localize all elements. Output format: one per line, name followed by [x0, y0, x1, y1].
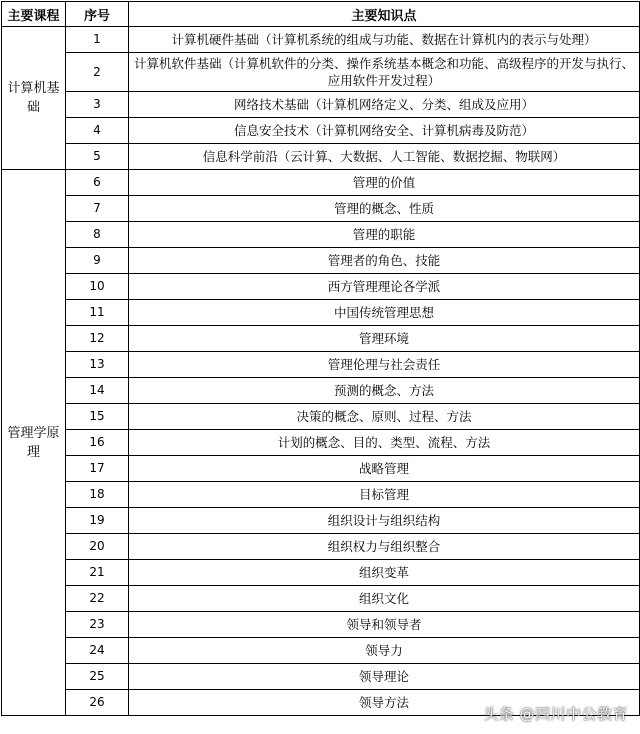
table-row: [2, 248, 640, 274]
row-number: 25: [66, 664, 129, 690]
row-number: 4: [66, 118, 129, 144]
table-body: [2, 27, 640, 716]
knowledge-point: 领导力: [129, 638, 640, 664]
header-number: 序号: [66, 2, 129, 27]
table-row: [2, 118, 640, 144]
knowledge-point: 信息安全技术（计算机网络安全、计算机病毒及防范）: [129, 118, 640, 144]
knowledge-point: 领导理论: [129, 664, 640, 690]
table-row: [2, 352, 640, 378]
row-number: 10: [66, 274, 129, 300]
row-number: 13: [66, 352, 129, 378]
course-cell-computer-basics: 计算机基础: [2, 27, 66, 170]
row-number: 23: [66, 612, 129, 638]
knowledge-point: 决策的概念、原则、过程、方法: [129, 404, 640, 430]
header-course: 主要课程: [2, 2, 66, 27]
row-number: 17: [66, 456, 129, 482]
row-number: 5: [66, 144, 129, 170]
knowledge-point: 计划的概念、目的、类型、流程、方法: [129, 430, 640, 456]
row-number: 9: [66, 248, 129, 274]
knowledge-point: 组织权力与组织整合: [129, 534, 640, 560]
row-number: 12: [66, 326, 129, 352]
table-row: [2, 586, 640, 612]
table-row: [2, 222, 640, 248]
table-row: [2, 27, 640, 53]
table-row: [2, 404, 640, 430]
table-row: [2, 638, 640, 664]
row-number: 8: [66, 222, 129, 248]
knowledge-point: 组织文化: [129, 586, 640, 612]
row-number: 19: [66, 508, 129, 534]
table-row: [2, 274, 640, 300]
table-row: [2, 92, 640, 118]
row-number: 7: [66, 196, 129, 222]
course-cell-management-principles: 管理学原理: [2, 170, 66, 716]
row-number: 2: [66, 53, 129, 92]
row-number: 16: [66, 430, 129, 456]
source-watermark: 头条 @四川中公教育: [483, 705, 628, 723]
table-row: [2, 326, 640, 352]
table-row: [2, 170, 640, 196]
knowledge-point: 计算机硬件基础（计算机系统的组成与功能、数据在计算机内的表示与处理）: [129, 27, 640, 53]
knowledge-point: 领导方法: [129, 690, 640, 716]
table-row: [2, 196, 640, 222]
knowledge-point: 管理的价值: [129, 170, 640, 196]
knowledge-point: 管理的概念、性质: [129, 196, 640, 222]
row-number: 14: [66, 378, 129, 404]
header-row: [2, 2, 640, 27]
table-row: [2, 612, 640, 638]
course-knowledge-table: [1, 1, 640, 716]
row-number: 6: [66, 170, 129, 196]
row-number: 15: [66, 404, 129, 430]
row-number: 21: [66, 560, 129, 586]
table-row: [2, 560, 640, 586]
knowledge-point: 管理的职能: [129, 222, 640, 248]
table-row: [2, 378, 640, 404]
table-row: [2, 53, 640, 92]
table-row: [2, 664, 640, 690]
table-row: [2, 300, 640, 326]
knowledge-point: 战略管理: [129, 456, 640, 482]
row-number: 22: [66, 586, 129, 612]
table-row: [2, 456, 640, 482]
knowledge-point: 管理者的角色、技能: [129, 248, 640, 274]
knowledge-point: 目标管理: [129, 482, 640, 508]
knowledge-point: 领导和领导者: [129, 612, 640, 638]
row-number: 3: [66, 92, 129, 118]
knowledge-point: 管理伦理与社会责任: [129, 352, 640, 378]
knowledge-point: 西方管理理论各学派: [129, 274, 640, 300]
table-row: [2, 508, 640, 534]
table-row: [2, 144, 640, 170]
knowledge-point: 网络技术基础（计算机网络定义、分类、组成及应用）: [129, 92, 640, 118]
table-row: [2, 482, 640, 508]
knowledge-point: 管理环境: [129, 326, 640, 352]
knowledge-point: 组织变革: [129, 560, 640, 586]
row-number: 11: [66, 300, 129, 326]
row-number: 24: [66, 638, 129, 664]
row-number: 20: [66, 534, 129, 560]
row-number: 18: [66, 482, 129, 508]
header-knowledge: 主要知识点: [129, 2, 640, 27]
knowledge-point: 预测的概念、方法: [129, 378, 640, 404]
row-number: 26: [66, 690, 129, 716]
table-row: [2, 430, 640, 456]
knowledge-point: 中国传统管理思想: [129, 300, 640, 326]
row-number: 1: [66, 27, 129, 53]
table-row: [2, 534, 640, 560]
knowledge-point: 计算机软件基础（计算机软件的分类、操作系统基本概念和功能、高级程序的开发与执行、应用软件开发过程）: [129, 53, 640, 92]
knowledge-point: 组织设计与组织结构: [129, 508, 640, 534]
knowledge-point: 信息科学前沿（云计算、大数据、人工智能、数据挖掘、物联网）: [129, 144, 640, 170]
